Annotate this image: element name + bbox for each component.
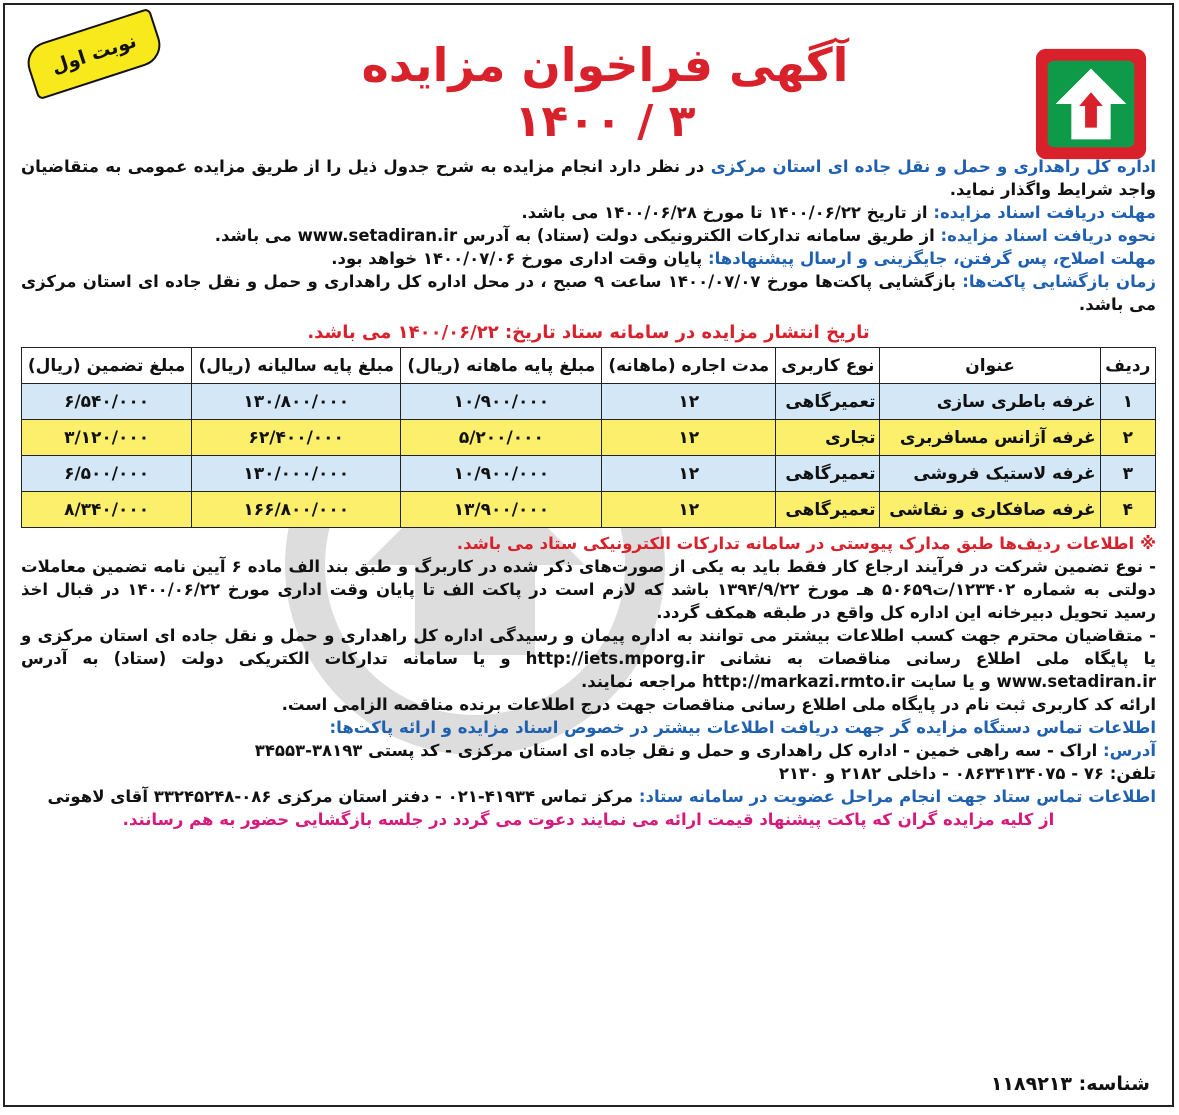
setad-contact-text: مرکز تماس ۴۱۹۳۴-۰۲۱ - دفتر استان مرکزی ۰۸۶-۳۳۲۴۵۲۴۸ آقای لاهوتی [47,787,634,806]
intro-text: در نظر دارد انجام مزایده به شرح جدول ذیل را از طریق مزایده عمومی به متقاضیان واجد شرایط واگذار نماید. [21,157,1156,199]
header-title: عنوان [880,348,1100,384]
cell-lease-duration: ۱۲ [602,384,776,420]
address-text: اراک - سه راهی خمین - اداره کل راهداری و حمل و نقل جاده ای استان مرکزی - کد پستی ۳۸۱۹۳-۳۴۵۵۳ [254,741,1098,760]
cell-annual-base: ۶۲/۴۰۰/۰۰۰ [192,420,401,456]
cell-guarantee: ۸/۳۴۰/۰۰۰ [22,492,192,528]
cell-title: غرفه صافکاری و نقاشی [880,492,1100,528]
applicants-text-3: و یا سایت [910,672,991,691]
deadline-docs-text: از تاریخ ۱۴۰۰/۰۶/۲۲ تا مورخ ۱۴۰۰/۰۶/۲۸ می باشد. [521,203,928,222]
table-row [22,420,1156,456]
registration-paragraph: ارائه کد کاربری ثبت نام در پایگاه ملی اطلاع رسانی مناقصات جهت درج اطلاعات برنده مناقصه الزامی است. [281,695,1156,714]
deadline-bids-label: مهلت اصلاح، پس گرفتن، جایگزینی و ارسال پیشنهادها: [707,249,1156,268]
cell-usage-type: تعمیرگاهی [776,456,880,492]
applicants-text-4: مراجعه نمایند. [581,672,697,691]
applicants-url-2-link[interactable]: www.setadiran.ir [996,672,1156,691]
how-docs-tail: می باشد. [214,226,292,245]
cell-usage-type: تعمیرگاهی [776,384,880,420]
cell-lease-duration: ۱۲ [602,420,776,456]
note-info: ※ اطلاعات ردیف‌ها طبق مدارک پیوستی در سامانه تدارکات الکترونیکی ستاد می باشد. [456,534,1156,553]
page-title: آگهی فراخوان مزایده [361,38,849,92]
intro-paragraph [21,155,1156,201]
content [21,155,1156,831]
cell-monthly-base: ۱۰/۹۰۰/۰۰۰ [401,456,602,492]
phone-paragraph: تلفن: ۷۶ - ۰۸۶۳۴۱۳۴۰۷۵ - داخلی ۲۱۸۲ و ۲۱۳۰ [778,764,1156,783]
title-number: ۱۴۰۰ / ۳ [514,96,696,147]
cell-usage-type: تجاری [776,420,880,456]
contact-heading: اطلاعات تماس دستگاه مزایده گر جهت دریافت اطلاعات بیشتر در خصوص اسناد مزایده و ارائه پاکت‌ها: [329,718,1156,737]
cell-row-number: ۲ [1100,420,1155,456]
deadline-bids-text: پایان وقت اداری مورخ ۱۴۰۰/۰۷/۰۶ خواهد بود. [331,249,703,268]
identifier: شناسه: ۱۱۸۹۲۱۳ [990,1073,1150,1095]
intro-org: اداره کل راهداری و حمل و نقل جاده ای استان مرکزی [710,157,1156,176]
applicants-url-1-link[interactable]: http://iets.mporg.ir [525,649,705,668]
publish-date: تاریخ انتشار مزایده در سامانه ستاد تاریخ: ۱۴۰۰/۰۶/۲۲ می باشد. [307,322,870,343]
cell-row-number: ۳ [1100,456,1155,492]
cell-lease-duration: ۱۲ [602,456,776,492]
setad-contact-label: اطلاعات تماس ستاد جهت انجام مراحل عضویت در سامانه ستاد: [638,787,1156,806]
cell-guarantee: ۶/۵۰۰/۰۰۰ [22,456,192,492]
guarantee-paragraph: - نوع تضمین شرکت در فرآیند ارجاع کار فقط باید به یکی از صورت‌های ذکر شده در کاربرگ و طبق بند الف ماده ۶ آیین نامه تضمین معاملات دولتی به شماره ۱۲۳۴۰۲/ت۵۰۶۵۹ هـ مورخ ۱۳۹۴/۹/۲۲ باشد که لازم است در پاکت الف تا پایان وقت اداری مورخ ۱۴۰۰/۰۶/۲۲ در قبال اخذ رسید تحویل دبیرخانه این اداره کل واقع در طبقه همکف گردد. [21,557,1156,622]
header-guarantee: مبلغ تضمین (ریال) [22,348,192,384]
opening-label: زمان بازگشایی پاکت‌ها: [962,272,1156,291]
opening-text: بازگشایی پاکت‌ها مورخ ۱۴۰۰/۰۷/۰۷ ساعت ۹ صبح ، در محل اداره کل راهداری و حمل و نقل جاده ای استان مرکزی می باشد. [21,272,1156,314]
header-annual-base: مبلغ پایه سالیانه (ریال) [192,348,401,384]
header-monthly-base: مبلغ پایه ماهانه (ریال) [401,348,602,384]
title-block [335,35,875,149]
cell-row-number: ۱ [1100,384,1155,420]
table-row [22,492,1156,528]
cell-guarantee: ۳/۱۲۰/۰۰۰ [22,420,192,456]
invitation: از کلیه مزایده گران که پاکت پیشنهاد قیمت ارائه می نمایند دعوت می گردد در جلسه بازگشایی حضور به هم رسانند. [122,810,1055,829]
cell-title: غرفه باطری سازی [880,384,1100,420]
cell-monthly-base: ۱۳/۹۰۰/۰۰۰ [401,492,602,528]
cell-title: غرفه لاستیک فروشی [880,456,1100,492]
how-docs-label: نحوه دریافت اسناد مزایده: [940,226,1156,245]
header-lease-duration: مدت اجاره (ماهانه) [602,348,776,384]
how-docs [21,224,1156,247]
round-badge [22,8,166,101]
applicants-url-3-link[interactable]: http://markazi.rmto.ir [702,672,905,691]
table-row [22,384,1156,420]
table-row [22,456,1156,492]
opening [21,270,1156,316]
deadline-docs-label: مهلت دریافت اسناد مزایده: [933,203,1156,222]
cell-annual-base: ۱۳۰/۸۰۰/۰۰۰ [192,384,401,420]
road-transport-logo-icon [1032,45,1150,163]
advertisement-page [3,3,1174,1107]
cell-usage-type: تعمیرگاهی [776,492,880,528]
cell-annual-base: ۱۳۰/۰۰۰/۰۰۰ [192,456,401,492]
setad-contact-paragraph [21,785,1156,808]
how-docs-text: از طریق سامانه تدارکات الکترونیکی دولت (ستاد) به آدرس [462,226,935,245]
auction-table [21,347,1156,528]
applicants-text-1: - متقاضیان محترم جهت کسب اطلاعات بیشتر می توانند به اداره پیمان و رسیدگی اداره کل راهداری و حمل و نقل جاده ای استان مرکزی و یا پایگاه ملی اطلاع رسانی مناقصات به نشانی [21,626,1157,668]
table-header-row [22,348,1156,384]
header-usage-type: نوع کاربری [776,348,880,384]
header-row-number: ردیف [1100,348,1155,384]
applicants-paragraph [21,624,1156,693]
address-paragraph [21,739,1156,762]
deadline-docs [21,201,1156,224]
deadline-bids [21,247,1156,270]
cell-title: غرفه آژانس مسافربری [880,420,1100,456]
cell-row-number: ۴ [1100,492,1155,528]
applicants-text-2: و یا سامانه تدارکات الکتریکی دولت (ستاد) به آدرس [21,649,511,668]
address-label: آدرس: [1103,741,1156,760]
cell-monthly-base: ۵/۲۰۰/۰۰۰ [401,420,602,456]
how-docs-url-link[interactable]: www.setadiran.ir [297,226,458,245]
cell-lease-duration: ۱۲ [602,492,776,528]
round-badge-label: نوبت اول [48,29,140,79]
cell-annual-base: ۱۶۶/۸۰۰/۰۰۰ [192,492,401,528]
cell-guarantee: ۶/۵۴۰/۰۰۰ [22,384,192,420]
cell-monthly-base: ۱۰/۹۰۰/۰۰۰ [401,384,602,420]
